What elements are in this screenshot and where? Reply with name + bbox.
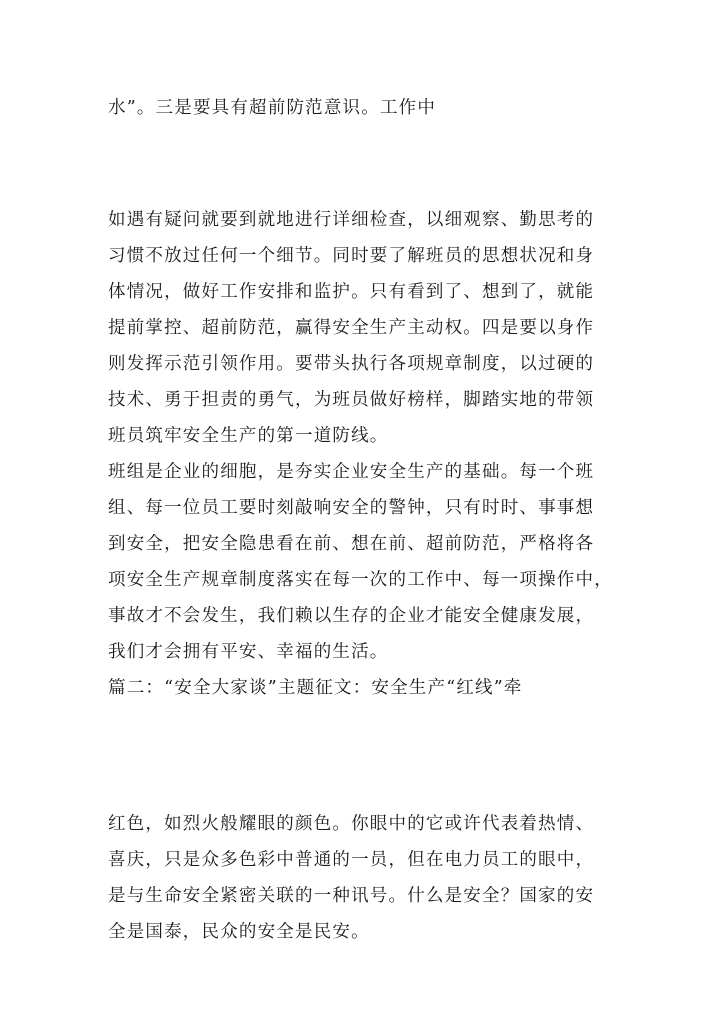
- text-line: 是与生命安全紧密关联的一种讯号。什么是安全？国家的安: [108, 886, 595, 906]
- text-line: 组、每一位员工要时刻敲响安全的警钟，只有时时、事事想: [108, 498, 595, 518]
- text-line: 班组是企业的细胞，是夯实企业安全生产的基础。每一个班: [108, 462, 595, 482]
- text-line: 喜庆，只是众多色彩中普通的一员，但在电力员工的眼中，: [108, 850, 595, 870]
- text-line: 则发挥示范引领作用。要带头执行各项规章制度，以过硬的: [108, 354, 595, 374]
- text-line: 如遇有疑问就要到就地进行详细检查，以细观察、勤思考的: [108, 210, 595, 230]
- text-line: 我们才会拥有平安、幸福的生活。: [108, 642, 389, 662]
- text-line: 技术、勇于担责的勇气，为班员做好榜样，脚踏实地的带领: [108, 390, 595, 410]
- text-line: 班员筑牢安全生产的第一道防线。: [108, 426, 389, 446]
- text-line: 事故才不会发生，我们赖以生存的企业才能安全健康发展，: [108, 606, 595, 626]
- text-line: 水”。三是要具有超前防范意识。工作中: [108, 98, 437, 118]
- text-line: 到安全，把安全隐患看在前、想在前、超前防范，严格将各: [108, 534, 595, 554]
- text-line: 项安全生产规章制度落实在每一次的工作中、每一项操作中，: [108, 570, 613, 590]
- text-line: 全是国泰，民众的安全是民安。: [108, 922, 370, 942]
- text-line: 习惯不放过任何一个细节。同时要了解班员的思想状况和身: [108, 246, 595, 266]
- text-line: 提前掌控、超前防范，赢得安全生产主动权。四是要以身作: [108, 318, 595, 338]
- section-heading: 篇二：“安全大家谈”主题征文：安全生产“红线”牵: [108, 678, 523, 698]
- text-line: 红色，如烈火般耀眼的颜色。你眼中的它或许代表着热情、: [108, 814, 595, 834]
- text-line: 体情况，做好工作安排和监护。只有看到了、想到了，就能: [108, 282, 595, 302]
